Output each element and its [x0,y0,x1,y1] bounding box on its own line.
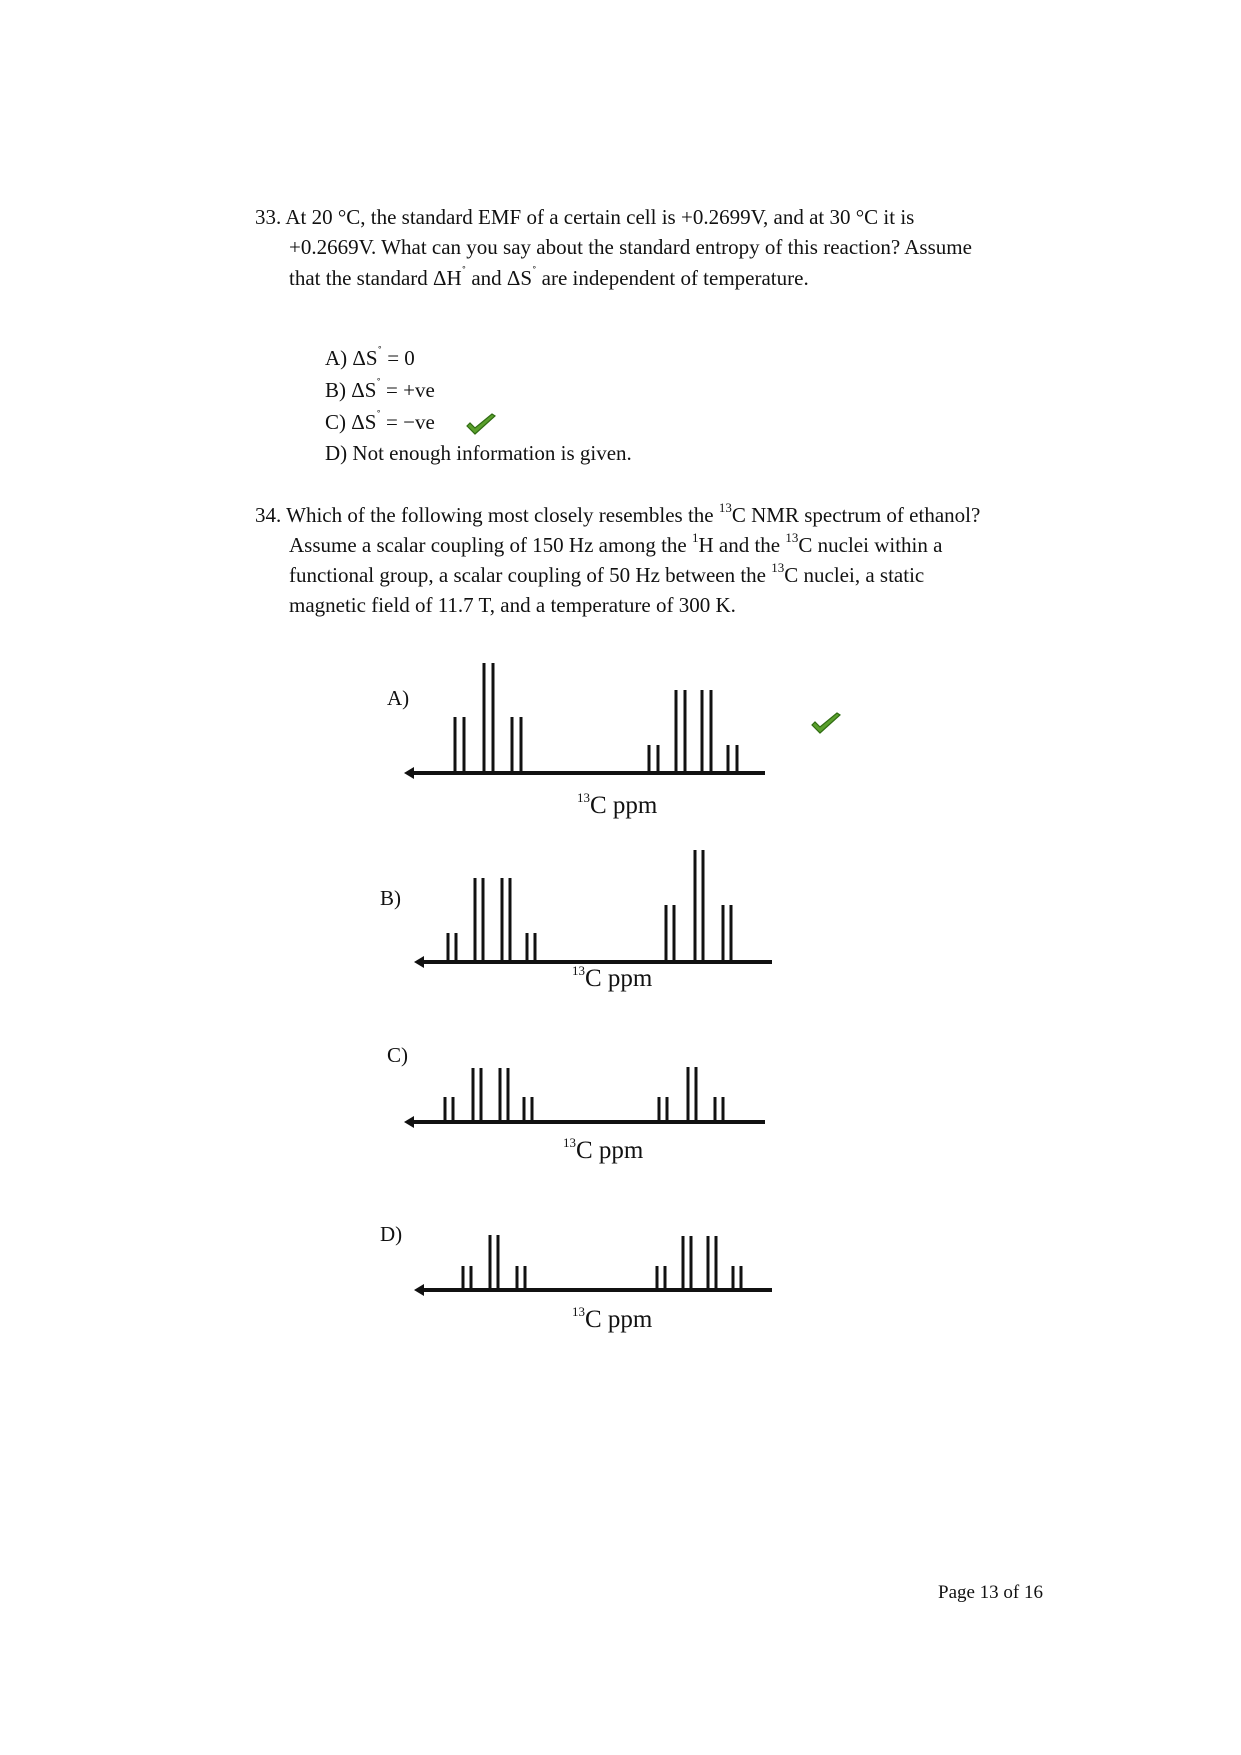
q34-option-c-label: C) [387,1043,408,1067]
checkmark-icon [465,413,497,437]
spectrum-c [400,1050,770,1130]
q34-line-4: magnetic field of 11.7 T, and a temperature of 300 K. [289,593,736,617]
spectrum-b [410,845,780,965]
spectrum-d [410,1220,780,1300]
q34-option-a-label: A) [387,686,410,710]
axis-label-d: $^{13}$C ppm [572,1303,653,1333]
q33-line-1: 33. At 20 °C, the standard EMF of a certain cell is +0.2699V, and at 30 °C it is [255,205,915,229]
q33-option-b: B) ΔS˚ = +ve [325,375,435,402]
q33-line-3: that the standard ΔH˚ and ΔS˚ are independent of temperature. [289,263,809,290]
axis-arrow [404,767,414,779]
axis-label-b: $^{13}$C ppm [572,962,653,992]
q34-line-2: Assume a scalar coupling of 150 Hz among the $^1$H and the $^{13}$C nuclei within a [289,530,943,557]
q34-line-3: functional group, a scalar coupling of 50 Hz between the $^{13}$C nuclei, a static [289,560,925,587]
page-number: Page 13 of 16 [938,1582,1044,1603]
axis-label-c: $^{13}$C ppm [563,1134,644,1164]
q34-line-1: 34. Which of the following most closely resembles the $^{13}$C NMR spectrum of ethanol? [255,500,981,527]
q33-option-d: D) Not enough information is given. [325,441,632,465]
axis-arrow [414,956,424,968]
q33-option-a: A) ΔS˚ = 0 [325,343,415,370]
q34-option-b-label: B) [380,886,401,910]
axis-arrow [414,1284,424,1296]
spectrum-a [400,655,770,775]
q34-option-d-label: D) [380,1222,403,1246]
q33-option-c: C) ΔS˚ = −ve [325,407,435,434]
axis-arrow [404,1116,414,1128]
axis-label-a: $^{13}$C ppm [577,789,658,819]
checkmark-icon [810,712,842,736]
q33-line-2: +0.2669V. What can you say about the standard entropy of this reaction? Assume [289,235,972,259]
